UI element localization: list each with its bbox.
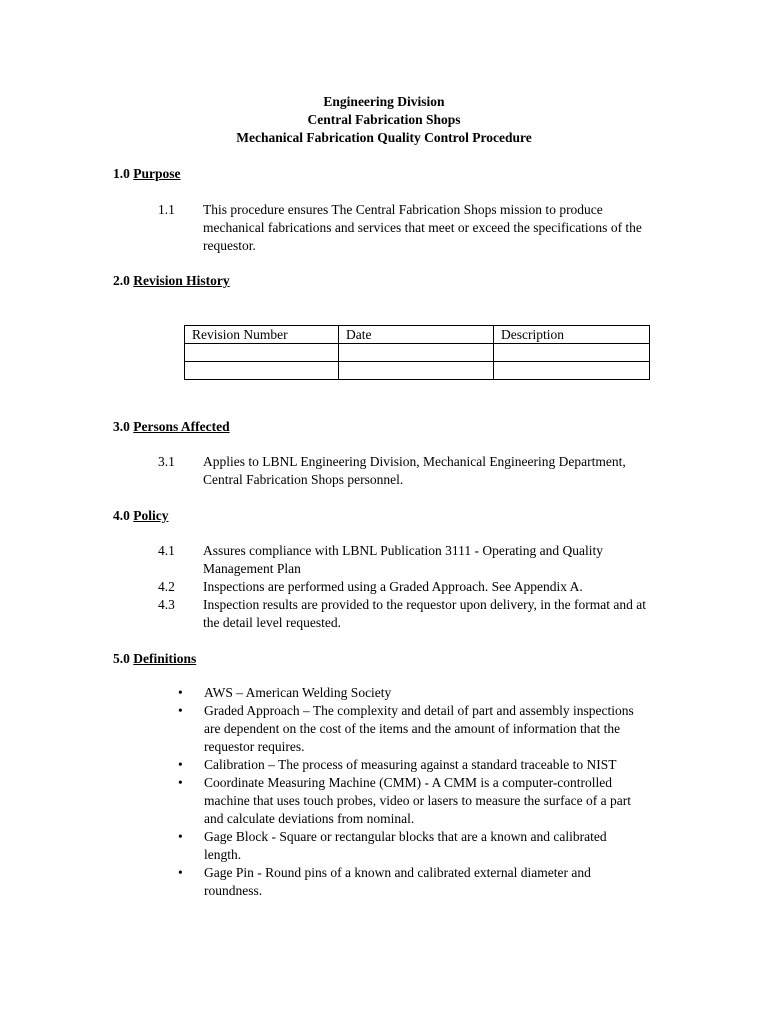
item-text: This procedure ensures The Central Fabrication Shops mission to produce mechanical fabrications and services that meet or exceed the specifications of the requestor. (203, 202, 642, 253)
header-division: Engineering Division (323, 94, 445, 109)
item-text: Assures compliance with LBNL Publication 3111 - Operating and Quality Management Plan (203, 543, 604, 576)
definition-text: Gage Pin - Round pins of a known and calibrated external diameter and roundness. (204, 865, 591, 898)
item-number: 4.1 (158, 543, 175, 558)
definitions-list (178, 684, 638, 900)
bullet: • (178, 829, 183, 844)
table-header-row (185, 326, 650, 344)
section-title: Revision History (133, 273, 230, 288)
section-number: 4.0 (113, 508, 130, 523)
section-number: 2.0 (113, 273, 130, 288)
item-text: Inspection results are provided to the requestor upon delivery, in the format and at the detail level requested. (203, 597, 646, 630)
table-cell (339, 344, 494, 362)
item-number: 4.3 (158, 597, 175, 612)
table-header-cell: Date (339, 326, 494, 344)
table-cell (339, 362, 494, 380)
table-row (185, 362, 650, 380)
document-header (0, 93, 768, 147)
section-number: 5.0 (113, 651, 130, 666)
item-text: Inspections are performed using a Graded Approach. See Appendix A. (203, 579, 583, 594)
table-row (185, 344, 650, 362)
definition-text: AWS – American Welding Society (204, 685, 392, 700)
section-title: Persons Affected (133, 419, 230, 434)
definition-text: Coordinate Measuring Machine (CMM) - A CMM is a computer-controlled machine that uses touch probes, video or lasers to measure the surface of a part and calculate deviations from nominal. (204, 775, 631, 826)
table-header-cell: Description (494, 326, 650, 344)
section-heading-policy (113, 507, 169, 525)
header-procedure-title: Mechanical Fabrication Quality Control Procedure (236, 130, 532, 145)
bullet: • (178, 757, 183, 772)
item-text: Applies to LBNL Engineering Division, Mechanical Engineering Department, Central Fabrication Shops personnel. (203, 454, 626, 487)
item-number: 1.1 (158, 202, 175, 217)
section-title: Purpose (133, 166, 181, 181)
revision-history-table (184, 325, 650, 380)
list-item (178, 756, 638, 774)
table-header-cell: Revision Number (185, 326, 339, 344)
list-item (178, 864, 638, 900)
bullet: • (178, 703, 183, 718)
section-number: 3.0 (113, 419, 130, 434)
item-number: 3.1 (158, 454, 175, 469)
bullet: • (178, 775, 183, 790)
bullet: • (178, 685, 183, 700)
section-heading-revision-history (113, 272, 230, 290)
definition-text: Calibration – The process of measuring against a standard traceable to NIST (204, 757, 617, 772)
list-item (178, 702, 638, 756)
list-item (178, 774, 638, 828)
section-title: Definitions (133, 651, 197, 666)
definition-text: Graded Approach – The complexity and detail of part and assembly inspections are dependent on the cost of the items and the amount of information that the requestor requires. (204, 703, 634, 754)
section-title: Policy (133, 508, 169, 523)
table-cell (494, 362, 650, 380)
section-heading-definitions (113, 650, 196, 668)
table-cell (494, 344, 650, 362)
item-number: 4.2 (158, 579, 175, 594)
definition-text: Gage Block - Square or rectangular blocks that are a known and calibrated length. (204, 829, 607, 862)
table-cell (185, 344, 339, 362)
section-heading-purpose (113, 165, 181, 183)
table-cell (185, 362, 339, 380)
list-item (178, 684, 638, 702)
section-number: 1.0 (113, 166, 130, 181)
section-heading-persons-affected (113, 418, 230, 436)
header-shops: Central Fabrication Shops (307, 112, 461, 127)
list-item (178, 828, 638, 864)
bullet: • (178, 865, 183, 880)
